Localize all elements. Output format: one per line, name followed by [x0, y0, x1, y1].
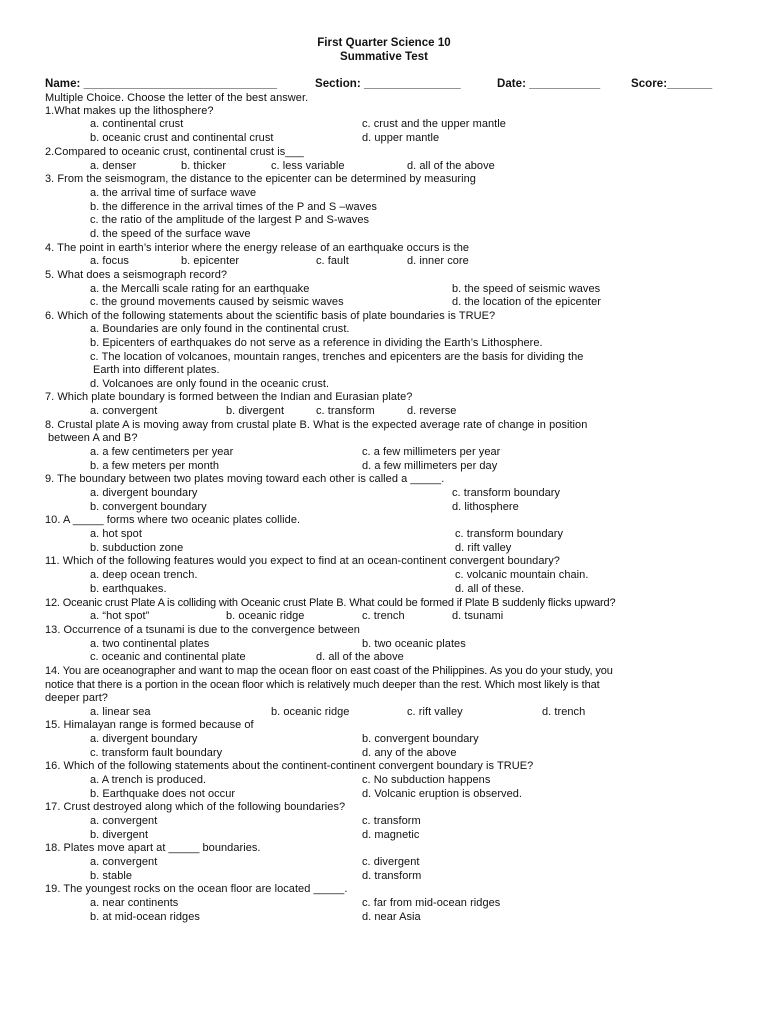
name-field: Name: ______________________________ — [45, 78, 278, 90]
question-9-option-b: b. convergent boundary — [90, 501, 207, 513]
question-15-option-a: a. divergent boundary — [90, 733, 198, 745]
question-19-option-d: d. near Asia — [362, 911, 421, 923]
question-3-stem: 3. From the seismogram, the distance to the epicenter can be determined by measuring — [45, 173, 476, 185]
question-8-option-d: d. a few millimeters per day — [362, 460, 498, 472]
page-subtitle: Summative Test — [339, 51, 429, 63]
question-2-option-a: a. denser — [90, 160, 137, 172]
question-19-stem: 19. The youngest rocks on the ocean floor are located _____. — [45, 883, 348, 895]
question-19-option-c: c. far from mid-ocean ridges — [362, 897, 501, 909]
question-12-option-a: a. “hot spot” — [90, 610, 150, 622]
question-2-option-c: c. less variable — [271, 160, 345, 172]
question-1-option-a: a. continental crust — [90, 118, 184, 130]
date-field: Date: ___________ — [497, 78, 601, 90]
question-14-stem-cont: notice that there is a portion in the ocean floor which is relatively much deeper than the rest. Which most likely is that — [45, 679, 600, 691]
question-14-option-a: a. linear sea — [90, 706, 151, 718]
question-15-stem: 15. Himalayan range is formed because of — [45, 719, 254, 731]
question-4-option-c: c. fault — [316, 255, 349, 267]
question-1-stem: 1.What makes up the lithosphere? — [45, 105, 214, 117]
question-17-option-a: a. convergent — [90, 815, 158, 827]
question-10-option-c: c. transform boundary — [455, 528, 564, 540]
section-field: Section: _______________ — [315, 78, 461, 90]
score-field: Score:_______ — [631, 78, 713, 90]
question-1-option-b: b. oceanic crust and continental crust — [90, 132, 274, 144]
question-8-option-a: a. a few centimeters per year — [90, 446, 234, 458]
question-19-option-a: a. near continents — [90, 897, 179, 909]
question-7-option-c: c. transform — [316, 405, 375, 417]
question-6-option-c-cont: Earth into different plates. — [93, 364, 220, 376]
question-2-option-d: d. all of the above — [407, 160, 495, 172]
question-16-option-c: c. No subduction happens — [362, 774, 491, 786]
question-9-option-d: d. lithosphere — [452, 501, 519, 513]
question-3-option-a: a. the arrival time of surface wave — [90, 187, 257, 199]
question-17-stem: 17. Crust destroyed along which of the following boundaries? — [45, 801, 346, 813]
instructions: Multiple Choice. Choose the letter of the best answer. — [45, 92, 309, 104]
question-13-stem: 13. Occurrence of a tsunami is due to the convergence between — [45, 624, 360, 636]
question-16-option-b: b. Earthquake does not occur — [90, 788, 236, 800]
question-6-stem: 6. Which of the following statements about the scientific basis of plate boundaries is TRUE? — [45, 310, 496, 322]
question-4-option-b: b. epicenter — [181, 255, 240, 267]
question-14-option-d: d. trench — [542, 706, 586, 718]
question-5-option-c: c. the ground movements caused by seismic waves — [90, 296, 344, 308]
question-7-option-b: b. divergent — [226, 405, 285, 417]
question-8-option-c: c. a few millimeters per year — [362, 446, 501, 458]
question-5-option-a: a. the Mercalli scale rating for an earthquake — [90, 283, 310, 295]
question-13-option-c: c. oceanic and continental plate — [90, 651, 246, 663]
question-18-option-b: b. stable — [90, 870, 133, 882]
question-14-option-c: c. rift valley — [407, 706, 463, 718]
question-6-option-c: c. The location of volcanoes, mountain ranges, trenches and epicenters are the basis for dividing the — [90, 351, 584, 363]
question-14-option-b: b. oceanic ridge — [271, 706, 350, 718]
question-18-option-c: c. divergent — [362, 856, 420, 868]
question-13-option-a: a. two continental plates — [90, 638, 210, 650]
question-5-option-d: d. the location of the epicenter — [452, 296, 601, 308]
question-10-stem: 10. A _____ forms where two oceanic plates collide. — [45, 514, 301, 526]
question-4-option-a: a. focus — [90, 255, 129, 267]
question-11-option-b: b. earthquakes. — [90, 583, 167, 595]
question-6-option-d: d. Volcanoes are only found in the oceanic crust. — [90, 378, 330, 390]
question-15-option-b: b. convergent boundary — [362, 733, 479, 745]
question-11-option-a: a. deep ocean trench. — [90, 569, 198, 581]
question-3-option-d: d. the speed of the surface wave — [90, 228, 251, 240]
question-12-option-d: d. tsunami — [452, 610, 504, 622]
question-9-option-c: c. transform boundary — [452, 487, 561, 499]
question-2-stem: 2.Compared to oceanic crust, continental crust is___ — [45, 146, 304, 158]
question-10-option-a: a. hot spot — [90, 528, 142, 540]
question-18-stem: 18. Plates move apart at _____ boundaries. — [45, 842, 261, 854]
question-5-option-b: b. the speed of seismic waves — [452, 283, 601, 295]
question-11-stem: 11. Which of the following features would you expect to find at an ocean-continent convergent boundary? — [45, 555, 560, 567]
question-10-option-b: b. subduction zone — [90, 542, 184, 554]
question-12-option-c: c. trench — [362, 610, 405, 622]
question-14-stem-cont-2: deeper part? — [45, 692, 108, 704]
question-8-option-b: b. a few meters per month — [90, 460, 220, 472]
question-4-option-d: d. inner core — [407, 255, 469, 267]
question-3-option-c: c. the ratio of the amplitude of the largest P and S-waves — [90, 214, 370, 226]
question-12-option-b: b. oceanic ridge — [226, 610, 305, 622]
question-6-option-a: a. Boundaries are only found in the continental crust. — [90, 323, 350, 335]
question-18-option-d: d. transform — [362, 870, 422, 882]
question-2-option-b: b. thicker — [181, 160, 227, 172]
question-8-stem-cont: between A and B? — [48, 432, 138, 444]
question-12-stem: 12. Oceanic crust Plate A is colliding with Oceanic crust Plate B. What could be formed if Plate B suddenly flicks upward? — [45, 597, 616, 609]
question-13-option-b: b. two oceanic plates — [362, 638, 466, 650]
question-11-option-c: c. volcanic mountain chain. — [455, 569, 589, 581]
question-18-option-a: a. convergent — [90, 856, 158, 868]
question-15-option-c: c. transform fault boundary — [90, 747, 223, 759]
question-16-option-a: a. A trench is produced. — [90, 774, 207, 786]
question-1-option-c: c. crust and the upper mantle — [362, 118, 506, 130]
question-11-option-d: d. all of these. — [455, 583, 525, 595]
question-10-option-d: d. rift valley — [455, 542, 512, 554]
question-13-option-d: d. all of the above — [316, 651, 404, 663]
question-7-option-a: a. convergent — [90, 405, 158, 417]
page-title: First Quarter Science 10 — [317, 37, 451, 49]
question-17-option-d: d. magnetic — [362, 829, 420, 841]
question-7-stem: 7. Which plate boundary is formed between the Indian and Eurasian plate? — [45, 391, 413, 403]
question-3-option-b: b. the difference in the arrival times of the P and S –waves — [90, 201, 377, 213]
question-9-stem: 9. The boundary between two plates moving toward each other is called a _____. — [45, 473, 445, 485]
question-17-option-b: b. divergent — [90, 829, 149, 841]
question-7-option-d: d. reverse — [407, 405, 457, 417]
question-14-stem: 14. You are oceanographer and want to map the ocean floor on east coast of the Philippines. As you do your study, you — [45, 665, 613, 677]
question-16-stem: 16. Which of the following statements about the continent-continent convergent boundary is TRUE? — [45, 760, 534, 772]
question-1-option-d: d. upper mantle — [362, 132, 440, 144]
question-16-option-d: d. Volcanic eruption is observed. — [362, 788, 523, 800]
question-17-option-c: c. transform — [362, 815, 421, 827]
question-19-option-b: b. at mid-ocean ridges — [90, 911, 200, 923]
question-4-stem: 4. The point in earth’s interior where the energy release of an earthquake occurs is the — [45, 242, 470, 254]
question-8-stem: 8. Crustal plate A is moving away from crustal plate B. What is the expected average rate of change in position — [45, 419, 588, 431]
question-5-stem: 5. What does a seismograph record? — [45, 269, 228, 281]
question-6-option-b: b. Epicenters of earthquakes do not serve as a reference in dividing the Earth’s Lithosphere. — [90, 337, 543, 349]
question-9-option-a: a. divergent boundary — [90, 487, 198, 499]
question-15-option-d: d. any of the above — [362, 747, 457, 759]
